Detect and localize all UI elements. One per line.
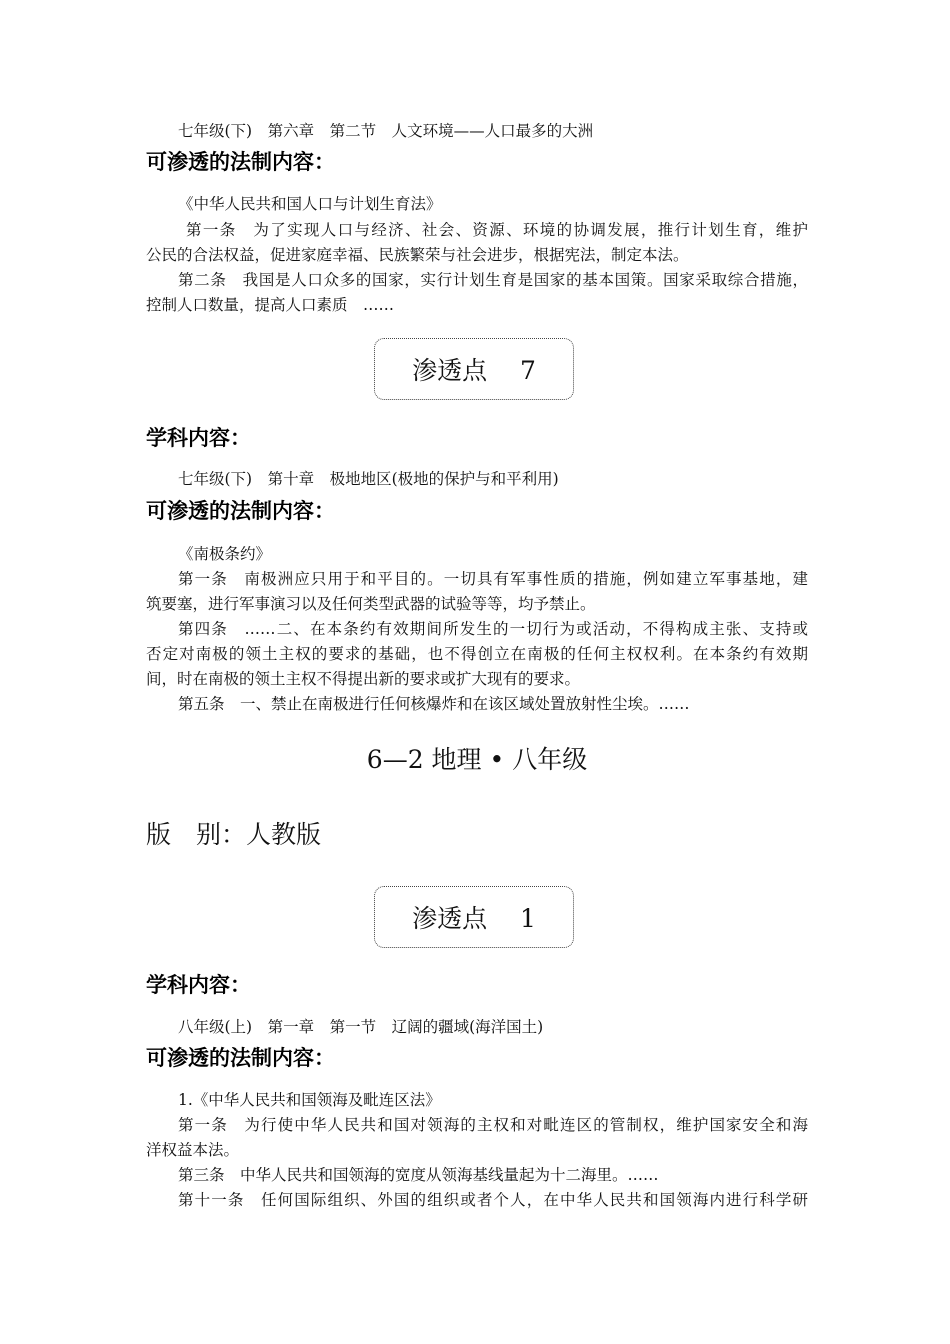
law-title: 《南极条约》 [178,545,272,563]
law-title: 《中华人民共和国人口与计划生育法》 [178,195,442,213]
law-title: 1.《中华人民共和国领海及毗连区法》 [178,1091,441,1109]
subject-line: 八年级(上) 第一章 第一节 辽阔的疆域(海洋国土) [178,1018,544,1036]
article-text: 筑要塞，进行军事演习以及任何类型武器的试验等等，均予禁止。 [146,595,596,613]
article-text: 第一条 南极洲应只用于和平目的。一切具有军事性质的措施，例如建立军事基地，建 [178,570,808,588]
article-text: 否定对南极的领土主权的要求的基础，也不得创立在南极的任何主权权利。在本条约有效期 [146,645,808,663]
article-text: 第十一条 任何国际组织、外国的组织或者个人，在中华人民共和国领海内进行科学研 [178,1191,808,1209]
edition-line: 版 别：人教版 [146,820,322,849]
law-content-heading: 可渗透的法制内容： [146,499,335,523]
article-text: 第一条 为了实现人口与经济、社会、资源、环境的协调发展，推行计划生育，维护 [186,221,808,239]
article-text: 第三条 中华人民共和国领海的宽度从领海基线量起为十二海里。…… [178,1166,659,1184]
section-title: 6—2 地理 • 八年级 [366,745,588,774]
article-text: 公民的合法权益，促进家庭幸福、民族繁荣与社会进步，根据宪法，制定本法。 [146,246,689,264]
subject-line: 七年级(下) 第六章 第二节 人文环境——人口最多的大洲 [178,122,594,140]
law-content-heading: 可渗透的法制内容： [146,150,335,174]
article-text: 第一条 为行使中华人民共和国对领海的主权和对毗连区的管制权，维护国家安全和海 [178,1116,808,1134]
law-content-heading: 可渗透的法制内容： [146,1046,335,1070]
article-text: 间，时在南极的领土主权不得提出新的要求或扩大现有的要求。 [146,670,581,688]
penetration-point-box [374,338,574,400]
article-text: 第五条 一、禁止在南极进行任何核爆炸和在该区域处置放射性尘埃。…… [178,695,690,713]
article-text: 第二条 我国是人口众多的国家，实行计划生育是国家的基本国策。国家采取综合措施， [178,271,808,289]
penetration-point-box [374,886,574,948]
penetration-point-label: 渗透点 1 [412,904,536,933]
article-text: 控制人口数量，提高人口素质 …… [146,296,395,314]
article-text: 洋权益本法。 [146,1141,240,1159]
subject-content-heading: 学科内容： [146,426,251,450]
subject-line: 七年级(下) 第十章 极地地区(极地的保护与和平利用) [178,470,559,488]
article-text: 第四条 ……二、在本条约有效期间所发生的一切行为或活动，不得构成主张、支持或 [178,620,808,638]
penetration-point-label: 渗透点 7 [412,356,536,385]
subject-content-heading: 学科内容： [146,973,251,997]
